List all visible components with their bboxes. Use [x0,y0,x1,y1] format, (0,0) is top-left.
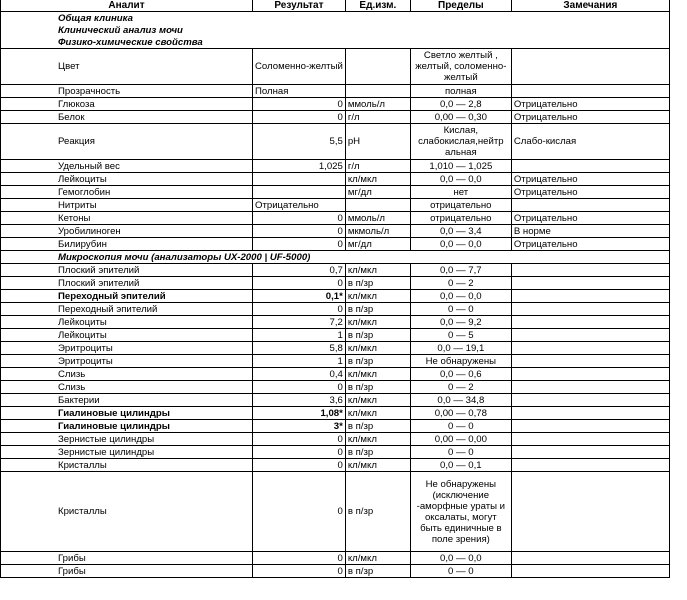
row-unit: в п/зр [345,565,410,578]
row-result: 0 [253,98,346,111]
row-unit: в п/зр [345,446,410,459]
row-analyte: Переходный эпителий [1,290,253,303]
row-unit: кл/мкл [345,290,410,303]
table-row [1,111,670,124]
row-range: отрицательно [410,212,511,225]
row-range: 0,0 — 0,0 [410,290,511,303]
row-range: Кислая, слабокислая,нейтр альная [410,124,511,160]
row-range: 0,0 — 7,7 [410,264,511,277]
row-unit: в п/зр [345,381,410,394]
row-analyte: Кристаллы [1,472,253,552]
row-range: 0,0 — 0,1 [410,459,511,472]
row-unit: кл/мкл [345,316,410,329]
row-analyte: Лейкоциты [1,316,253,329]
row-note: Отрицательно [511,238,669,251]
row-range: 0,0 — 3,4 [410,225,511,238]
row-analyte: Гиалиновые цилиндры [1,420,253,433]
row-analyte: Нитриты [1,199,253,212]
row-note [511,381,669,394]
row-note [511,342,669,355]
row-unit: кл/мкл [345,394,410,407]
row-analyte: Эритроциты [1,355,253,368]
row-analyte: Эритроциты [1,342,253,355]
row-unit: кл/мкл [345,173,410,186]
table-row [1,199,670,212]
row-result: 0 [253,446,346,459]
row-result: 0 [253,552,346,565]
row-unit: г/л [345,111,410,124]
row-range: 0,00 — 0,00 [410,433,511,446]
row-note [511,199,669,212]
table-row [1,433,670,446]
row-unit: ммоль/л [345,212,410,225]
header-result: Результат [253,0,346,12]
row-result: 0 [253,303,346,316]
row-range: 0,00 — 0,78 [410,407,511,420]
row-analyte: Грибы [1,552,253,565]
row-note: В норме [511,225,669,238]
row-unit: в п/зр [345,329,410,342]
row-range: 0 — 0 [410,446,511,459]
row-analyte: Зернистые цилиндры [1,446,253,459]
row-range: 0 — 2 [410,381,511,394]
row-analyte: Плоский эпителий [1,277,253,290]
row-range: нет [410,186,511,199]
header-range: Пределы [410,0,511,12]
section-urinalysis: Клинический анализ мочи [1,24,670,36]
row-note [511,565,669,578]
row-note [511,394,669,407]
table-row [1,49,670,85]
row-analyte: Гемоглобин [1,186,253,199]
row-analyte: Слизь [1,368,253,381]
row-range: полная [410,85,511,98]
table-row [1,173,670,186]
row-note [511,355,669,368]
row-result: Соломенно-желтый [253,49,346,85]
row-result: 5,5 [253,124,346,160]
row-result: 0,4 [253,368,346,381]
row-unit: в п/зр [345,420,410,433]
section-microscopy: Микроскопия мочи (анализаторы UX-2000 | UF-5000) [1,251,670,264]
row-result: 0,7 [253,264,346,277]
row-unit: кл/мкл [345,342,410,355]
row-result: 0 [253,381,346,394]
row-unit [345,49,410,85]
header-notes: Замечания [511,0,669,12]
row-unit: кл/мкл [345,433,410,446]
row-result: 1,08* [253,407,346,420]
section-row [1,36,670,49]
row-analyte: Слизь [1,381,253,394]
table-row [1,472,670,552]
row-range: 0 — 0 [410,420,511,433]
table-row [1,342,670,355]
row-note [511,160,669,173]
table-row [1,160,670,173]
row-result: 5,8 [253,342,346,355]
row-unit: pH [345,124,410,160]
table-row [1,186,670,199]
header-row [1,0,670,12]
row-unit: в п/зр [345,277,410,290]
row-note [511,407,669,420]
row-analyte: Зернистые цилиндры [1,433,253,446]
row-analyte: Кристаллы [1,459,253,472]
row-note [511,85,669,98]
row-range: Не обнаружены (исключение -аморфные ураты и оксалаты, могут быть единичные в поле зрения) [410,472,511,552]
row-result: 1,025 [253,160,346,173]
row-analyte: Бактерии [1,394,253,407]
row-range: Не обнаружены [410,355,511,368]
table-row [1,290,670,303]
table-row [1,565,670,578]
row-note [511,552,669,565]
row-analyte: Лейкоциты [1,173,253,186]
row-result: 3* [253,420,346,433]
row-unit: мг/дл [345,238,410,251]
row-range: 0 — 0 [410,303,511,316]
row-range: 0,00 — 0,30 [410,111,511,124]
row-note: Слабо-кислая [511,124,669,160]
row-analyte: Гиалиновые цилиндры [1,407,253,420]
row-unit [345,199,410,212]
row-analyte: Лейкоциты [1,329,253,342]
row-unit: кл/мкл [345,459,410,472]
row-unit: мкмоль/л [345,225,410,238]
row-unit: кл/мкл [345,552,410,565]
table-row [1,264,670,277]
section-row [1,12,670,25]
row-result: Полная [253,85,346,98]
table-row [1,277,670,290]
row-range: 0 — 2 [410,277,511,290]
header-unit: Ед.изм. [345,0,410,12]
table-row [1,407,670,420]
row-note [511,303,669,316]
row-unit: в п/зр [345,472,410,552]
row-range: отрицательно [410,199,511,212]
row-note [511,49,669,85]
row-range: 0,0 — 0,0 [410,238,511,251]
row-range: Светло желтый , желтый, соломенно-желтый [410,49,511,85]
table-row [1,420,670,433]
row-note [511,420,669,433]
header-analyte: Аналит [1,0,253,12]
table-row [1,381,670,394]
row-result: 0 [253,212,346,225]
row-result: 1 [253,329,346,342]
row-note [511,264,669,277]
table-row [1,98,670,111]
row-result: 0 [253,225,346,238]
table-row [1,446,670,459]
row-note [511,433,669,446]
table-row [1,225,670,238]
row-range: 0,0 — 0,0 [410,173,511,186]
row-range: 1,010 — 1,025 [410,160,511,173]
row-result [253,186,346,199]
table-row [1,368,670,381]
table-row [1,124,670,160]
row-result: 0 [253,277,346,290]
table-row [1,329,670,342]
row-range: 0,0 — 2,8 [410,98,511,111]
row-result: 0,1* [253,290,346,303]
row-result: 0 [253,238,346,251]
row-note: Отрицательно [511,111,669,124]
row-range: 0,0 — 34,8 [410,394,511,407]
row-note: Отрицательно [511,98,669,111]
row-note [511,446,669,459]
table-row [1,303,670,316]
row-result: 7,2 [253,316,346,329]
row-range: 0,0 — 19,1 [410,342,511,355]
section-row [1,251,670,264]
row-note: Отрицательно [511,173,669,186]
row-unit: г/л [345,160,410,173]
section-row [1,24,670,36]
row-result: 1 [253,355,346,368]
row-unit [345,85,410,98]
row-analyte: Белок [1,111,253,124]
table-row [1,238,670,251]
row-note [511,277,669,290]
row-note: Отрицательно [511,186,669,199]
row-unit: в п/зр [345,303,410,316]
row-analyte: Удельный вес [1,160,253,173]
row-analyte: Глюкоза [1,98,253,111]
table-row [1,355,670,368]
table-row [1,316,670,329]
row-result: 0 [253,565,346,578]
row-note [511,368,669,381]
row-unit: ммоль/л [345,98,410,111]
row-result: Отрицательно [253,199,346,212]
row-result: 0 [253,433,346,446]
row-note [511,329,669,342]
row-result: 0 [253,472,346,552]
row-note [511,472,669,552]
table-row [1,85,670,98]
row-unit: кл/мкл [345,368,410,381]
row-analyte: Прозрачность [1,85,253,98]
row-analyte: Уробилиноген [1,225,253,238]
row-analyte: Реакция [1,124,253,160]
row-unit: кл/мкл [345,407,410,420]
row-analyte: Кетоны [1,212,253,225]
row-note [511,316,669,329]
section-general-clinic: Общая клиника [1,12,670,25]
row-unit: кл/мкл [345,264,410,277]
row-analyte: Цвет [1,49,253,85]
row-note [511,290,669,303]
row-range: 0,0 — 9,2 [410,316,511,329]
row-analyte: Переходный эпителий [1,303,253,316]
row-result: 0 [253,459,346,472]
row-note: Отрицательно [511,212,669,225]
row-range: 0,0 — 0,6 [410,368,511,381]
row-note [511,459,669,472]
row-unit: в п/зр [345,355,410,368]
row-analyte: Грибы [1,565,253,578]
row-result: 0 [253,111,346,124]
section-physchem: Физико-химические свойства [1,36,670,49]
row-result [253,173,346,186]
table-row [1,552,670,565]
row-analyte: Билирубин [1,238,253,251]
row-unit: мг/дл [345,186,410,199]
row-analyte: Плоский эпителий [1,264,253,277]
table-row [1,459,670,472]
row-range: 0 — 5 [410,329,511,342]
table-row [1,394,670,407]
row-range: 0,0 — 0,0 [410,552,511,565]
table-row [1,212,670,225]
row-range: 0 — 0 [410,565,511,578]
row-result: 3,6 [253,394,346,407]
